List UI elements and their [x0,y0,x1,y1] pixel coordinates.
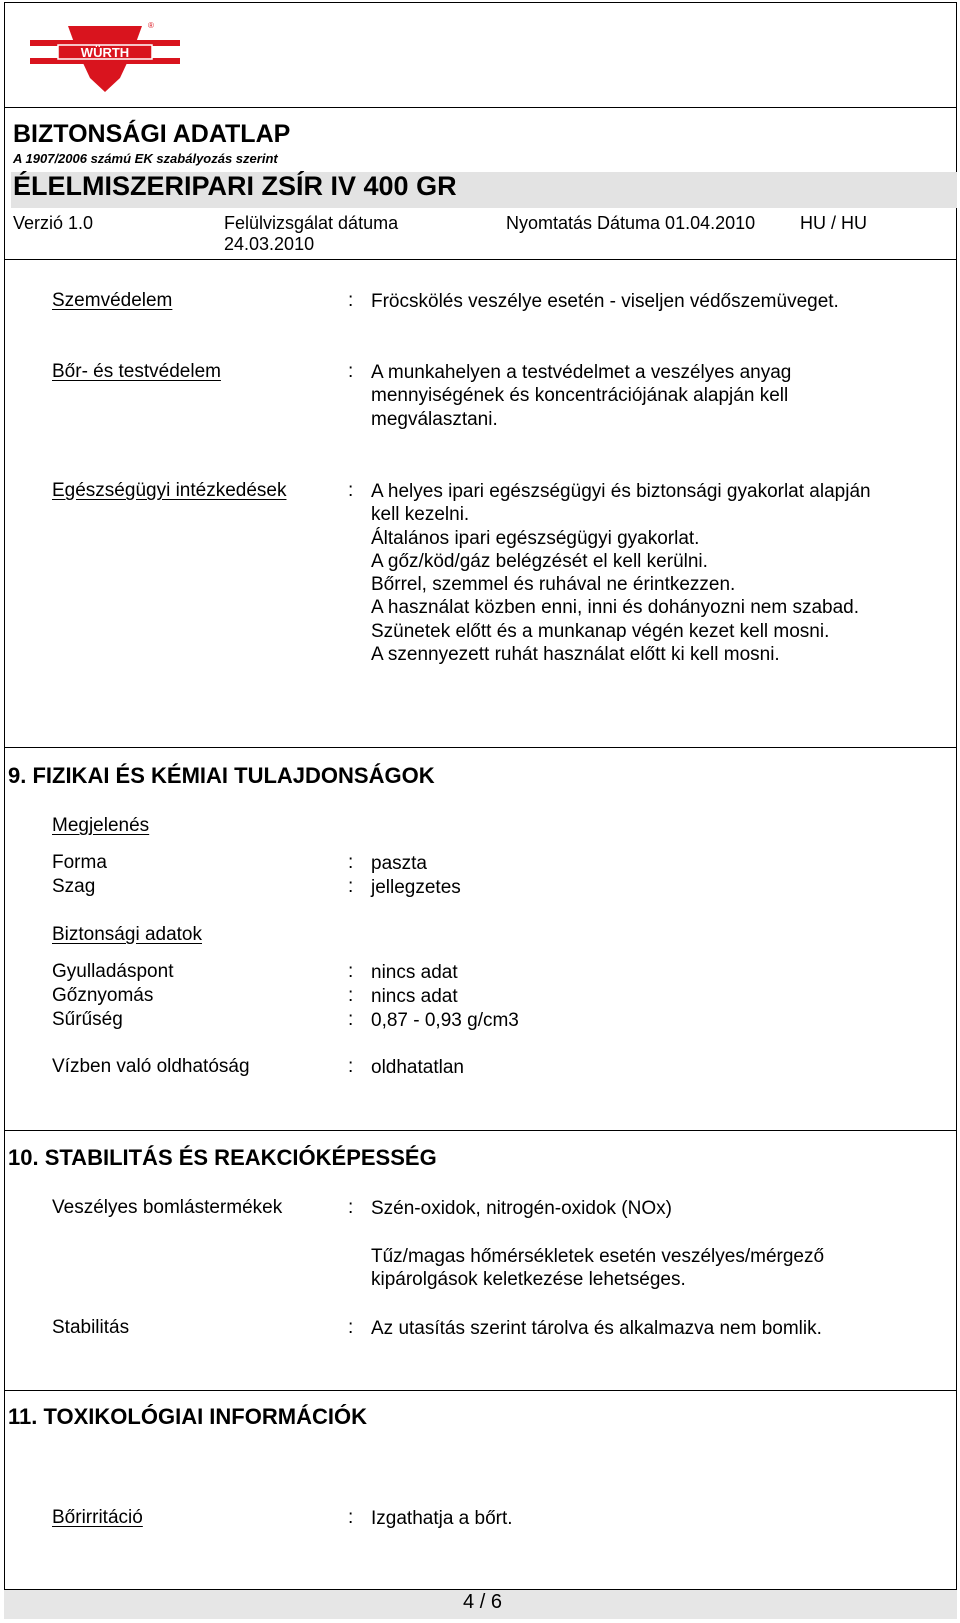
colon: : [348,290,354,311]
stability-label: Stabilitás [52,1317,130,1338]
text-line: kell kezelni. [371,504,470,526]
colon: : [348,985,354,1006]
colon: : [348,1507,354,1528]
section-rule [4,1390,957,1391]
vapor-pressure-value: nincs adat [371,986,458,1007]
density-value: 0,87 - 0,93 g/cm3 [371,1010,519,1031]
colon: : [348,852,354,873]
colon: : [348,1197,354,1218]
text-line: A használat közben enni, inni és dohányozni nem szabad. [371,597,859,619]
text-line: A helyes ipari egészségügyi és biztonsági gyakorlat alapján [371,481,871,502]
eye-protection-value: Fröcskölés veszélye esetén - viseljen védőszemüveget. [371,291,839,312]
solubility-label: Vízben való oldhatóság [52,1056,250,1077]
colon: : [348,480,354,501]
decomposition-extra [371,1245,824,1292]
text-line: Tűz/magas hőmérsékletek esetén veszélyes/mérgező [371,1246,825,1267]
skin-protection-value [371,361,791,431]
flash-point-value: nincs adat [371,962,458,983]
version: Verzió 1.0 [13,213,94,233]
text-line: Bőrrel, szemmel és ruhával ne érintkezzen. [371,574,736,596]
density-label: Sűrűség [52,1009,123,1030]
revision-date: 24.03.2010 [224,234,315,254]
page-frame [4,2,957,1618]
flash-point-label: Gyulladáspont [52,961,174,982]
document-title: BIZTONSÁGI ADATLAP [13,120,291,148]
wurth-logo [30,18,180,100]
form-value: paszta [371,853,427,874]
colon: : [348,361,354,382]
colon: : [348,1056,354,1077]
text-line: kipárolgások keletkezése lehetséges. [371,1269,686,1291]
section-10-heading: 10. STABILITÁS ÉS REAKCIÓKÉPESSÉG [8,1145,437,1170]
odor-label: Szag [52,876,96,897]
skin-irritation-label: Bőrirritáció [52,1507,143,1528]
product-name: ÉLELMISZERIPARI ZSÍR IV 400 GR [13,171,457,201]
colon: : [348,961,354,982]
hygiene-label: Egészségügyi intézkedések [52,480,287,501]
svg-text:®: ® [148,21,154,30]
eye-protection-label: Szemvédelem [52,290,173,311]
form-label: Forma [52,852,107,873]
section-rule [4,1130,957,1131]
hygiene-value [371,480,871,666]
regulation-subtitle: A 1907/2006 számú EK szabályozás szerint [13,151,278,166]
appearance-heading: Megjelenés [52,815,150,836]
text-line: Szünetek előtt és a munkanap végén kezet kell mosni. [371,620,830,642]
print-date: Nyomtatás Dátuma 01.04.2010 [506,213,756,233]
decomposition-label: Veszélyes bomlástermékek [52,1197,283,1218]
revision-label: Felülvizsgálat dátuma [224,213,399,233]
solubility-value: oldhatatlan [371,1057,464,1078]
odor-value: jellegzetes [371,877,461,898]
skin-protection-label: Bőr- és testvédelem [52,361,221,382]
colon: : [348,1317,354,1338]
stability-value: Az utasítás szerint tárolva és alkalmazva nem bomlik. [371,1318,822,1339]
text-line: megválasztani. [371,408,498,430]
colon: : [348,876,354,897]
section-11-heading: 11. TOXIKOLÓGIAI INFORMÁCIÓK [8,1404,367,1429]
logo-text: WÜRTH [80,45,130,60]
section-9-heading: 9. FIZIKAI ÉS KÉMIAI TULAJDONSÁGOK [8,763,435,788]
decomposition-value: Szén-oxidok, nitrogén-oxidok (NOx) [371,1198,672,1219]
text-line: A gőz/köd/gáz belégzését el kell kerülni. [371,550,708,572]
vapor-pressure-label: Gőznyomás [52,985,154,1006]
text-line: A szennyezett ruhát használat előtt ki kell mosni. [371,644,780,666]
page-number: 4 / 6 [463,1591,502,1613]
text-line: mennyiségének és koncentrációjának alapján kell [371,385,789,407]
language: HU / HU [800,213,867,233]
safety-data-heading: Biztonsági adatok [52,924,202,945]
header-bottom-rule [4,259,957,260]
text-line: A munkahelyen a testvédelmet a veszélyes anyag [371,362,792,383]
skin-irritation-value: Izgathatja a bőrt. [371,1508,513,1529]
header-top-rule [4,107,957,108]
text-line: Általános ipari egészségügyi gyakorlat. [371,527,700,549]
colon: : [348,1009,354,1030]
section-rule [4,747,957,748]
